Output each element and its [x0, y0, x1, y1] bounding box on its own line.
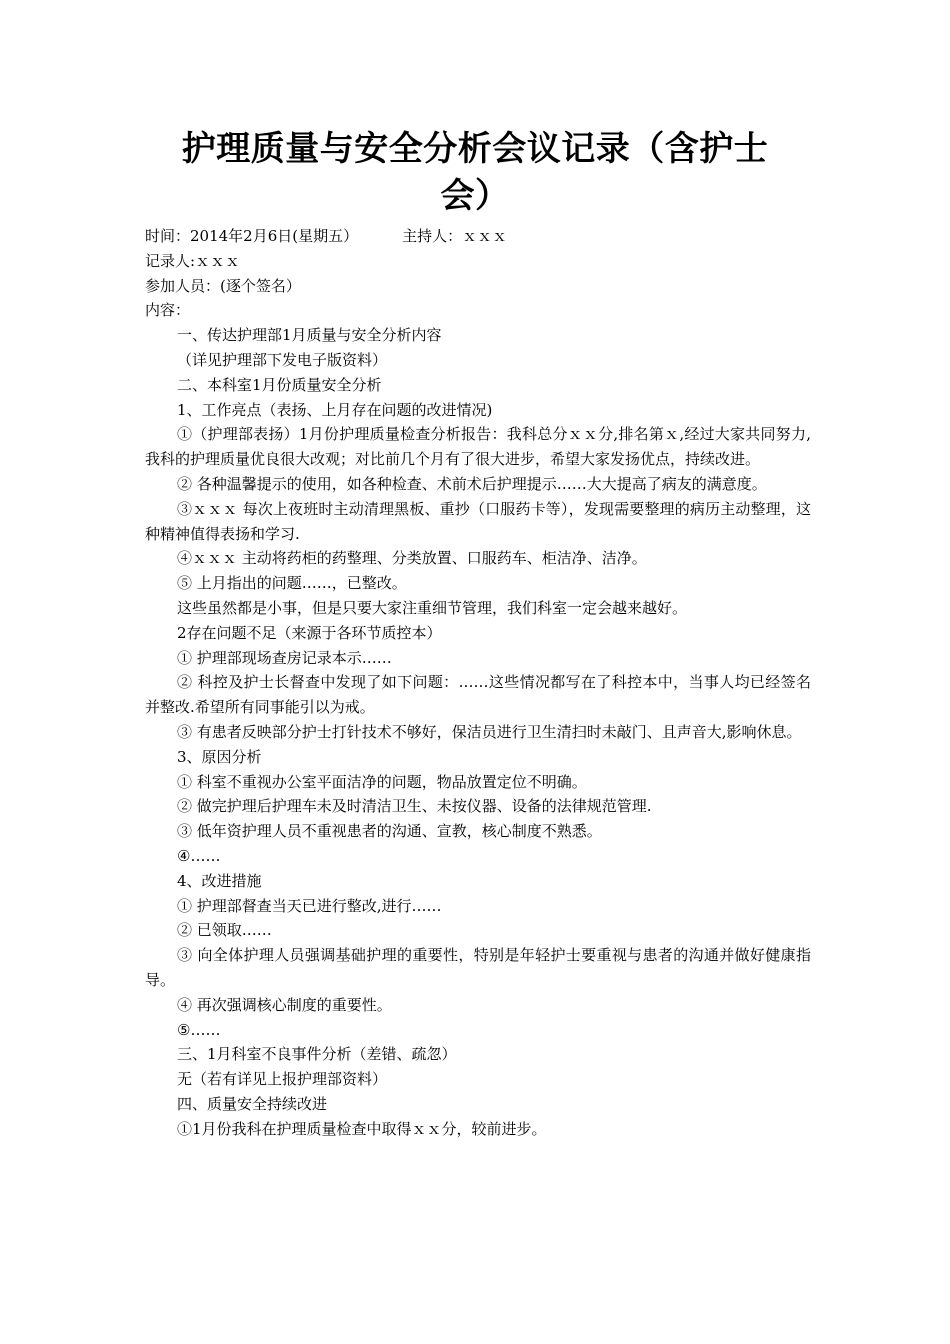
- highlight-item-2: ② 各种温馨提示的使用，如各种检查、术前术后护理提示……大大提高了病友的满意度。: [177, 474, 767, 493]
- problem-item-3: ③ 有患者反映部分护士打针技术不够好，保洁员进行卫生清扫时未敲门、且声音大,影响休息。: [177, 722, 802, 741]
- cause-item-4: ④……: [177, 846, 221, 865]
- subsection-highlights: 1、工作亮点（表扬、上月存在问题的改进情况): [177, 400, 493, 419]
- title-line-2: 会）: [440, 176, 510, 216]
- meta-time: 时间：2014年2月6日(星期五）: [145, 227, 359, 245]
- subsection-problems: 2存在问题不足（来源于各环节质控本）: [177, 623, 442, 642]
- cause-item-1: ① 科室不重视办公室平面洁净的问题，物品放置定位不明确。: [177, 772, 587, 791]
- measure-item-4: ④ 再次强调核心制度的重要性。: [177, 995, 392, 1014]
- document-body: [145, 224, 811, 1141]
- problem-item-2: ② 科控及护士长督查中发现了如下问题：……这些情况都写在了科控本中，当事人均已经签名并整改.希望所有同事能引以为戒。: [145, 673, 811, 717]
- section-3-heading: 三、1月科室不良事件分析（差错、疏忽）: [177, 1045, 457, 1064]
- highlight-summary: 这些虽然都是小事，但是只要大家注重细节管理，我们科室一定会越来越好。: [177, 598, 688, 617]
- highlight-item-1: ①（护理部表扬）1月份护理质量检查分析报告：我科总分ｘｘ分,排名第ｘ,经过大家共同努力,我科的护理质量优良很大改观；对比前几个月有了很大进步，希望大家发扬优点，持续改进。: [145, 425, 811, 469]
- highlight-item-4: ④ｘｘｘ 主动将药柜的药整理、分类放置、口服药车、柜洁净、洁净。: [177, 549, 647, 568]
- section-4-heading: 四、质量安全持续改进: [177, 1094, 328, 1113]
- section-2-heading: 二、本科室1月份质量安全分析: [177, 375, 382, 394]
- meta-row-time-host: [145, 224, 811, 249]
- measure-item-1: ① 护理部督查当天已进行整改,进行……: [177, 896, 442, 915]
- measure-item-2: ② 已领取……: [177, 921, 272, 940]
- section-1-heading: 一、传达护理部1月质量与安全分析内容: [177, 326, 442, 345]
- meta-attendees: 参加人员：(逐个签名）: [145, 276, 301, 295]
- section-3-note: 无（若有详见上报护理部资料）: [177, 1070, 388, 1089]
- subsection-causes: 3、原因分析: [177, 747, 262, 766]
- subsection-measures: 4、改进措施: [177, 871, 262, 890]
- improvement-item-1: ①1月份我科在护理质量检查中取得ｘｘ分，较前进步。: [177, 1119, 547, 1138]
- cause-item-3: ③ 低年资护理人员不重视患者的沟通、宣教，核心制度不熟悉。: [177, 822, 602, 841]
- cause-item-2: ② 做完护理后护理车未及时清洁卫生、未按仪器、设备的法律规范管理.: [177, 797, 652, 816]
- highlight-item-3: ③ｘｘｘ 每次上夜班时主动清理黑板、重抄（口服药卡等），发现需要整理的病历主动整理，这种精神值得表扬和学习.: [145, 499, 811, 543]
- highlight-item-5: ⑤ 上月指出的问题……，已整改。: [177, 574, 407, 593]
- meta-recorder: 记录人:ｘｘｘ: [145, 251, 241, 270]
- meta-content-label: 内容：: [145, 301, 191, 320]
- problem-item-1: ① 护理部现场查房记录本示……: [177, 648, 392, 667]
- measure-item-3: ③ 向全体护理人员强调基础护理的重要性，特别是年轻护士要重视与患者的沟通并做好健康指导。: [145, 946, 811, 989]
- measure-item-5: ⑤……: [177, 1020, 221, 1039]
- section-1-note: （详见护理部下发电子版资料）: [177, 350, 388, 369]
- title-line-1: 护理质量与安全分析会议记录（含护士: [181, 129, 769, 169]
- document-title: [150, 126, 800, 220]
- meta-host: 主持人：ｘｘｘ: [402, 227, 508, 245]
